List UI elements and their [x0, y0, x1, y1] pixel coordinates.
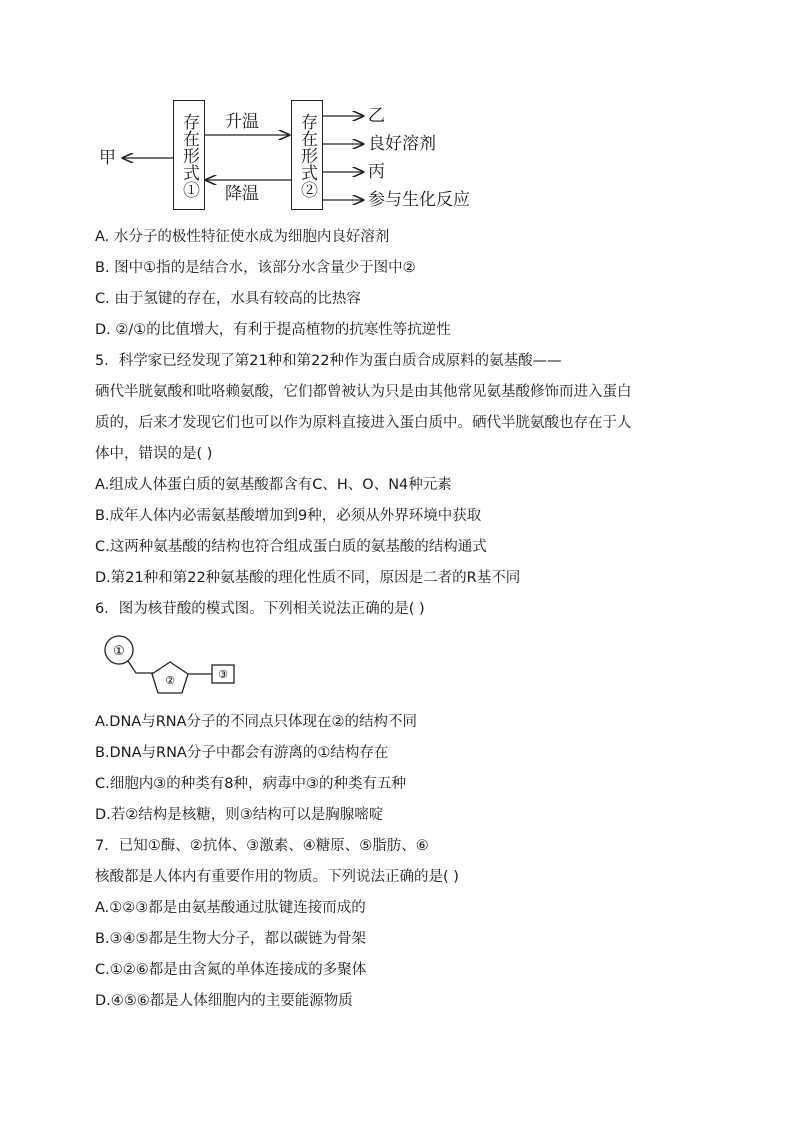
- q5-option-d: D.第21种和第22种氨基酸的理化性质不同，原因是二者的R基不同: [95, 570, 521, 586]
- q7-stem-line-1: 7．已知①酶、②抗体、③激素、④糖原、⑤脂肪、⑥: [95, 838, 429, 854]
- water-form-2-box: 存在形式②: [291, 100, 323, 210]
- label-2: ②: [165, 674, 175, 687]
- label-cooling: 降温: [225, 184, 259, 204]
- q4-option-b: B. 图中①指的是结合水，该部分水含量少于图中②: [95, 260, 416, 276]
- q5-stem-line-1: 5．科学家已经发现了第21种和第22种作为蛋白质合成原料的氨基酸——: [95, 353, 562, 369]
- q6-option-b: B.DNA与RNA分子中都会有游离的①结构存在: [95, 745, 389, 761]
- q7-stem-line-2: 核酸都是人体内有重要作用的物质。下列说法正确的是( ): [95, 869, 459, 885]
- label-good-solvent: 良好溶剂: [368, 134, 436, 154]
- q7-option-b: B.③④⑤都是生物大分子，都以碳链为骨架: [95, 931, 367, 947]
- q4-option-a: A. 水分子的极性特征使水成为细胞内良好溶剂: [95, 229, 390, 245]
- label-yi: 乙: [368, 106, 385, 126]
- q5-stem-line-3: 质的，后来才发现它们也可以作为原料直接进入蛋白质中。硒代半胱氨酸也存在于人: [95, 415, 632, 431]
- label-heating: 升温: [225, 112, 259, 132]
- q4-option-c: C. 由于氢键的存在，水具有较高的比热容: [95, 291, 361, 307]
- q5-stem-line-4: 体中，错误的是( ): [95, 446, 213, 462]
- water-form-diagram: [95, 98, 515, 213]
- q5-stem-line-2: 硒代半胱氨酸和吡咯赖氨酸，它们都曾被认为只是由其他常见氨基酸修饰而进入蛋白: [95, 384, 632, 400]
- q5-option-c: C.这两种氨基酸的结构也符合组成蛋白质的氨基酸的结构通式: [95, 539, 487, 555]
- q5-option-a: A.组成人体蛋白质的氨基酸都含有C、H、O、N4种元素: [95, 477, 452, 493]
- q7-option-d: D.④⑤⑥都是人体细胞内的主要能源物质: [95, 993, 353, 1009]
- q5-option-b: B.成年人体内必需氨基酸增加到9种，必须从外界环境中获取: [95, 508, 482, 524]
- label-biochemical-reaction: 参与生化反应: [368, 190, 470, 210]
- water-form-1-box: 存在形式①: [173, 100, 205, 210]
- q7-option-c: C.①②⑥都是由含氮的单体连接成的多聚体: [95, 962, 367, 978]
- label-jia: 甲: [99, 148, 116, 168]
- q7-option-a: A.①②③都是由氨基酸通过肽键连接而成的: [95, 900, 366, 916]
- label-bing: 丙: [368, 162, 385, 182]
- q6-option-d: D.若②结构是核糖，则③结构可以是胸腺嘧啶: [95, 807, 384, 823]
- q6-option-c: C.细胞内③的种类有8种，病毒中③的种类有五种: [95, 776, 406, 792]
- q6-option-a: A.DNA与RNA分子的不同点只体现在②的结构不同: [95, 714, 418, 730]
- q6-stem: 6．图为核苷酸的模式图。下列相关说法正确的是( ): [95, 601, 425, 617]
- bond-phosphate-sugar: [128, 661, 156, 673]
- q4-option-d: D. ②/①的比值增大，有利于提高植物的抗寒性等抗逆性: [95, 322, 451, 338]
- label-3: ③: [218, 668, 228, 681]
- nucleotide-diagram: [100, 633, 250, 699]
- nucleotide-shapes: [100, 633, 250, 699]
- label-1: ①: [113, 644, 125, 659]
